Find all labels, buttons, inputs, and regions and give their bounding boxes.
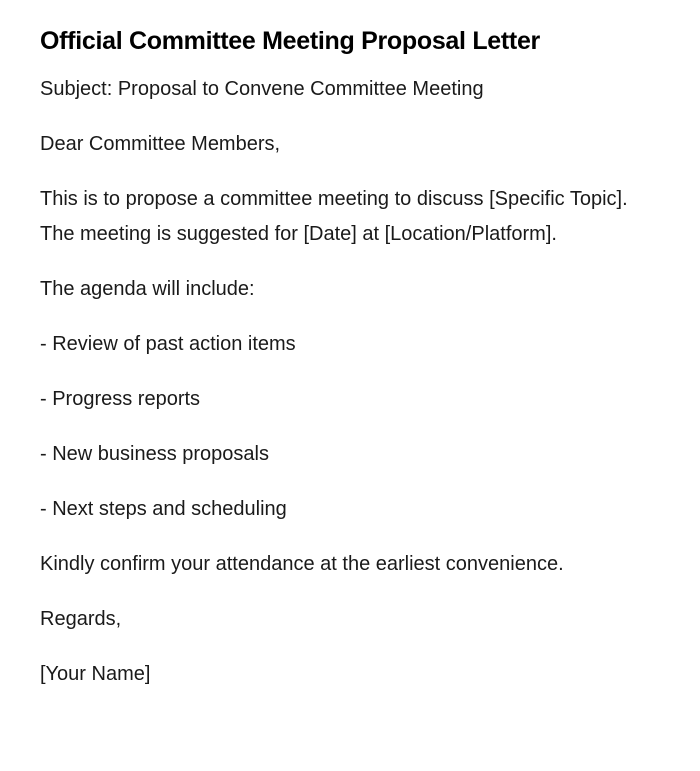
page-title: Official Committee Meeting Proposal Letter <box>40 27 540 55</box>
subject-line: Subject: Proposal to Convene Committee Meeting <box>40 78 484 100</box>
body-paragraph: This is to propose a committee meeting to discuss [Specific Topic]. The meeting is suggested for [Date] at [Location/Platform]. <box>40 188 628 245</box>
agenda-intro: The agenda will include: <box>40 278 255 300</box>
greeting: Dear Committee Members, <box>40 133 281 155</box>
signature: [Your Name] <box>40 663 151 685</box>
agenda-item: - Review of past action items <box>40 333 296 355</box>
closing-line: Kindly confirm your attendance at the earliest convenience. <box>40 553 564 575</box>
agenda-item: - New business proposals <box>40 443 269 465</box>
agenda-item: - Progress reports <box>40 388 201 410</box>
signoff: Regards, <box>40 608 122 630</box>
agenda-item: - Next steps and scheduling <box>40 498 287 520</box>
